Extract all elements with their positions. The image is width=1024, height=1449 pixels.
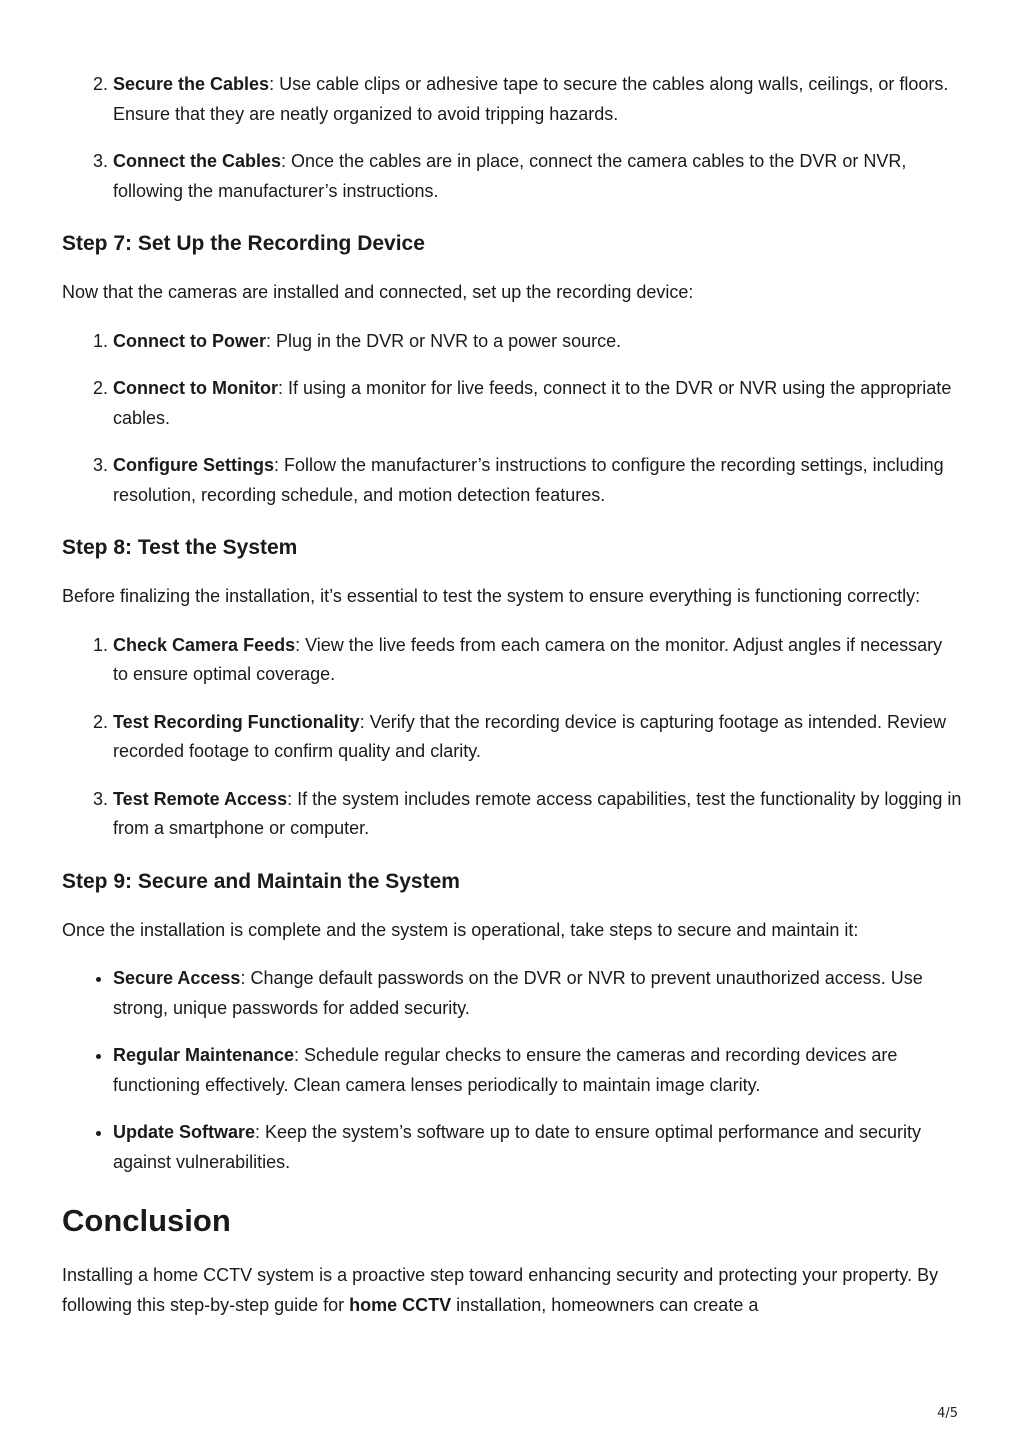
step8-heading: Step 8: Test the System (62, 536, 298, 559)
item-text: : View the live feeds from each camera on the monitor. Adjust angles if necessary to ensure optimal coverage. (113, 634, 943, 684)
item-term: Connect to Power (113, 330, 267, 351)
conclusion-bold-term: home CCTV (349, 1294, 452, 1315)
step9-heading: Step 9: Secure and Maintain the System (62, 869, 460, 893)
conclusion-paragraph (62, 1261, 962, 1320)
item-text: : If the system includes remote access capabilities, test the functionality by logging in from a smartphone or computer. (113, 788, 962, 838)
item-text: : Verify that the recording device is capturing footage as intended. Review recorded footage to confirm quality and clarity. (113, 711, 947, 761)
step8-list (62, 631, 962, 844)
step7-heading: Step 7: Set Up the Recording Device (62, 232, 425, 255)
item-term: Connect to Monitor (113, 378, 278, 398)
list-item (113, 374, 962, 433)
document-page (62, 70, 962, 1339)
item-text: : Plug in the DVR or NVR to a power source. (266, 330, 622, 351)
step9-intro: Once the installation is complete and the system is operational, take steps to secure and maintain it: (62, 919, 859, 940)
list-item (113, 1041, 962, 1100)
step9-list (62, 964, 962, 1177)
page-number: 4/5 (937, 1406, 958, 1421)
step7-list (62, 327, 962, 511)
item-term: Update Software (113, 1122, 256, 1142)
item-text: : Follow the manufacturer’s instructions to configure the recording settings, including resolution, recording schedule, and motion detection features. (113, 455, 944, 505)
item-term: Secure the Cables (113, 74, 270, 94)
item-text: : Once the cables are in place, connect the camera cables to the DVR or NVR, following the manufacturer’s instructions. (113, 151, 907, 201)
item-text: : Keep the system’s software up to date to ensure optimal performance and security against vulnerabilities. (113, 1122, 922, 1172)
list-item (113, 70, 962, 129)
item-term: Secure Access (113, 968, 241, 988)
step7-intro: Now that the cameras are installed and connected, set up the recording device: (62, 282, 694, 302)
cable-steps-list (62, 70, 962, 206)
list-item (113, 708, 962, 767)
item-term: Test Remote Access (113, 788, 288, 809)
list-item (113, 1118, 962, 1177)
item-text: : If using a monitor for live feeds, connect it to the DVR or NVR using the appropriate cables. (113, 378, 952, 428)
list-item (113, 327, 962, 357)
list-item (113, 785, 962, 844)
item-term: Configure Settings (113, 455, 274, 475)
step8-intro: Before finalizing the installation, it’s essential to test the system to ensure everything is functioning correctly: (62, 586, 921, 606)
list-item (113, 451, 962, 510)
item-text: : Schedule regular checks to ensure the cameras and recording devices are functioning effectively. Clean camera lenses periodically to maintain image clarity. (113, 1045, 898, 1095)
list-item (113, 964, 962, 1023)
item-text: : Use cable clips or adhesive tape to secure the cables along walls, ceilings, or floors. Ensure that they are neatly organized to avoid tripping hazards. (113, 74, 949, 124)
conclusion-heading: Conclusion (62, 1203, 231, 1238)
conclusion-text-after: installation, homeowners can create a (451, 1294, 759, 1315)
item-term: Check Camera Feeds (113, 634, 296, 655)
item-text: : Change default passwords on the DVR or NVR to prevent unauthorized access. Use strong, unique passwords for added security. (113, 968, 923, 1018)
item-term: Regular Maintenance (113, 1045, 295, 1065)
conclusion-text-before: Installing a home CCTV system is a proactive step toward enhancing security and protecting your property. By following this step-by-step guide for (62, 1265, 939, 1315)
list-item (113, 631, 962, 690)
list-item (113, 147, 962, 206)
item-term: Connect the Cables (113, 151, 282, 171)
item-term: Test Recording Functionality (113, 711, 360, 732)
